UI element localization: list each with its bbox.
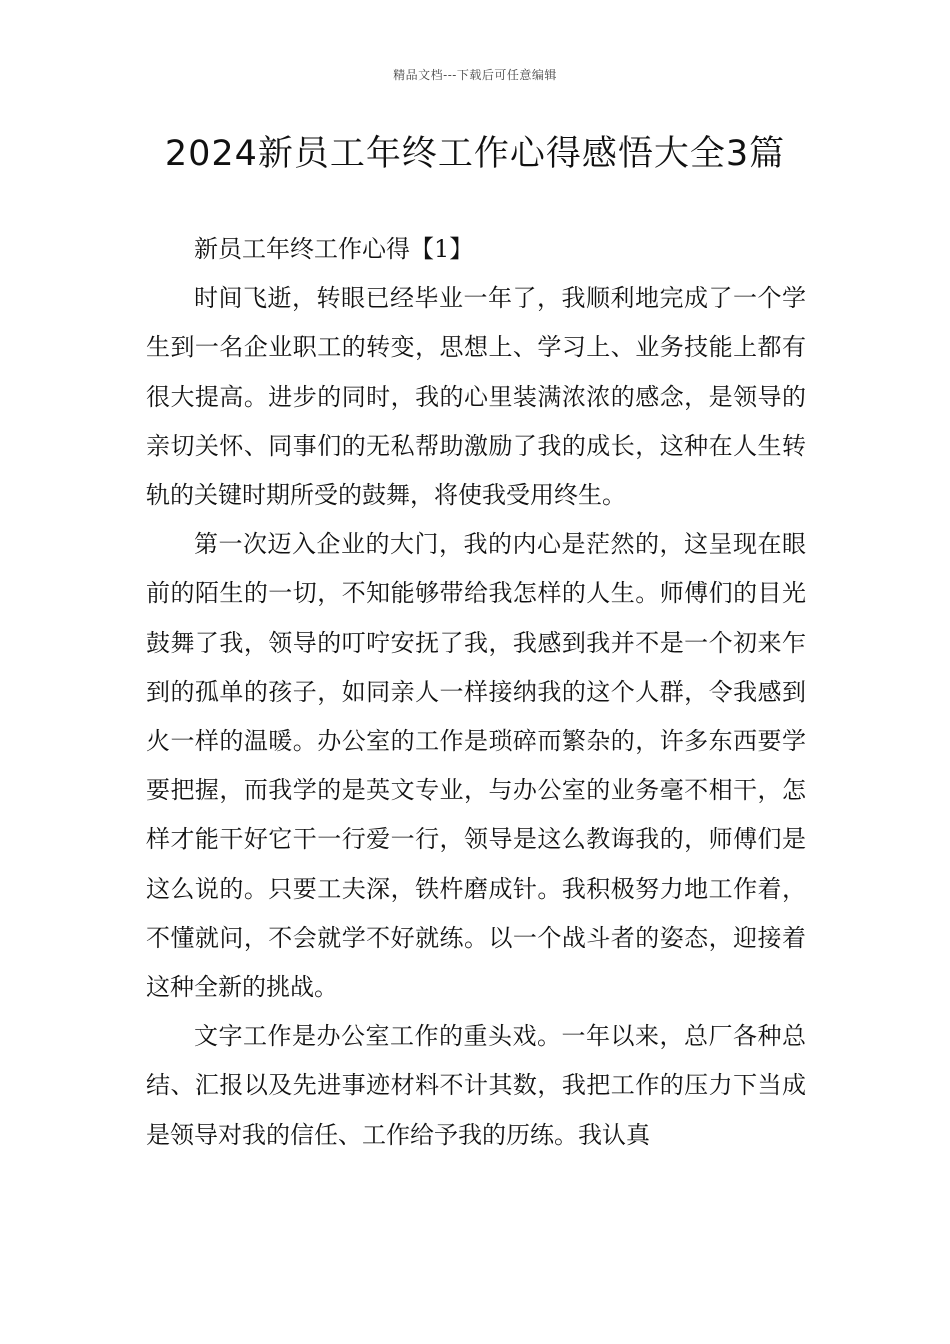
paragraph-3: 文字工作是办公室工作的重头戏。一年以来，总厂各种总结、汇报以及先进事迹材料不计其数，我把工作的压力下当成是领导对我的信任、工作给予我的历练。我认真 — [146, 1022, 806, 1149]
document-body — [146, 225, 806, 1160]
section-heading: 新员工年终工作心得【1】 — [194, 235, 474, 263]
document-title: 2024新员工年终工作心得感悟大全3篇 — [164, 134, 786, 174]
header-note: 精品文档---下载后可任意编辑 — [393, 68, 557, 82]
paragraph-1: 时间飞逝，转眼已经毕业一年了，我顺利地完成了一个学生到一名企业职工的转变，思想上、学习上、业务技能上都有很大提高。进步的同时，我的心里装满浓浓的感念，是领导的亲切关怀、同事们的无私帮助激励了我的成长，这种在人生转轨的关键时期所受的鼓舞，将使我受用终生。 — [146, 284, 806, 510]
paragraph-2: 第一次迈入企业的大门，我的内心是茫然的，这呈现在眼前的陌生的一切，不知能够带给我怎样的人生。师傅们的目光鼓舞了我，领导的叮咛安抚了我，我感到我并不是一个初来乍到的孤单的孩子，如同亲人一样接纳我的这个人群，令我感到火一样的温暖。办公室的工作是琐碎而繁杂的，许多东西要学要把握，而我学的是英文专业，与办公室的业务毫不相干，怎样才能干好它干一行爱一行，领导是这么教诲我的，师傅们是这么说的。只要工夫深，铁杵磨成针。我积极努力地工作着，不懂就问，不会就学不好就练。以一个战斗者的姿态，迎接着这种全新的挑战。 — [146, 530, 806, 1002]
